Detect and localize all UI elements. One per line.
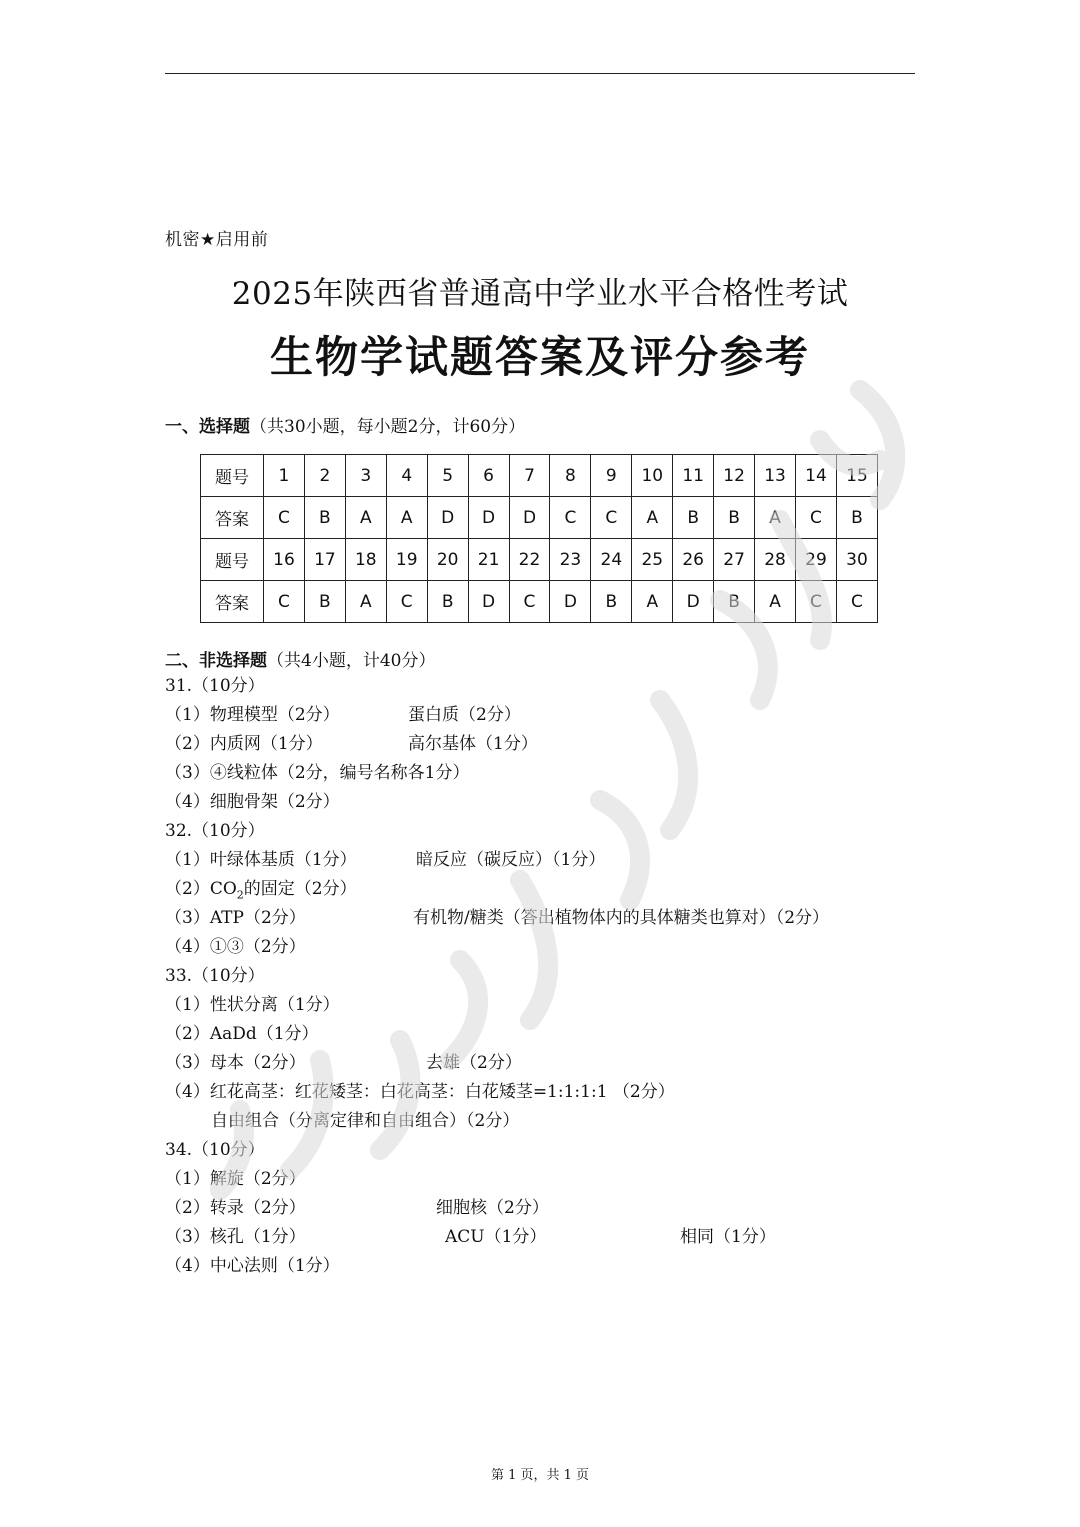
answer-cell: C xyxy=(386,581,427,623)
question-number: 17 xyxy=(304,539,345,581)
q32-co2-prefix: （2）CO xyxy=(165,879,237,899)
answer-cell: B xyxy=(304,581,345,623)
q32-answer: 暗反应（碳反应）（1分） xyxy=(416,850,606,870)
question-number: 2 xyxy=(304,455,345,497)
question-number: 8 xyxy=(550,455,591,497)
section1-label: 一、选择题 xyxy=(165,417,250,437)
q33-answer: 自由组合（分离定律和自由组合）（2分） xyxy=(211,1111,520,1131)
answer-cell: C xyxy=(509,581,550,623)
answer-cell: A xyxy=(345,581,386,623)
answer-cell: A xyxy=(755,581,796,623)
q34-answer: （3）核孔（1分） xyxy=(165,1227,306,1247)
q32-answer: 有机物/糖类（答出植物体内的具体糖类也算对）（2分） xyxy=(413,908,830,928)
answer-cell: B xyxy=(836,497,877,539)
question-number: 7 xyxy=(509,455,550,497)
answer-cell: C xyxy=(550,497,591,539)
section2-label: 二、非选择题 xyxy=(165,651,267,671)
answer-cell: D xyxy=(427,497,468,539)
question-number: 10 xyxy=(632,455,673,497)
q34-answer: （4）中心法则（1分） xyxy=(165,1256,340,1276)
question-number: 15 xyxy=(836,455,877,497)
question-number: 14 xyxy=(795,455,836,497)
answer-cell: A xyxy=(755,497,796,539)
row-label: 答案 xyxy=(201,497,264,539)
q31-answer: （4）细胞骨架（2分） xyxy=(165,792,340,812)
q33-answer: （4）红花高茎：红花矮茎：白花高茎：白花矮茎=1:1:1:1 （2分） xyxy=(165,1082,675,1102)
question-number: 9 xyxy=(591,455,632,497)
answer-cell: C xyxy=(795,581,836,623)
q34-answer: 相同（1分） xyxy=(680,1227,776,1247)
answer-cell: D xyxy=(673,581,714,623)
question-number: 25 xyxy=(632,539,673,581)
question-number: 29 xyxy=(795,539,836,581)
table-row-numbers-1 xyxy=(201,455,878,497)
answer-cell: C xyxy=(264,497,305,539)
document-title: 生物学试题答案及评分参考 xyxy=(270,333,810,383)
q34-answer: ACU（1分） xyxy=(445,1227,547,1247)
answer-cell: A xyxy=(632,497,673,539)
question-number: 22 xyxy=(509,539,550,581)
question-number: 1 xyxy=(264,455,305,497)
confidential-mark: 机密★启用前 xyxy=(165,230,269,250)
q34-answer: （1）解旋（2分） xyxy=(165,1169,306,1189)
section1-heading xyxy=(165,412,525,437)
q32-heading: 32.（10分） xyxy=(165,821,265,841)
exam-title: 2025年陕西省普通高中学业水平合格性考试 xyxy=(231,276,849,312)
answer-cell: C xyxy=(836,581,877,623)
question-number: 16 xyxy=(264,539,305,581)
question-number: 30 xyxy=(836,539,877,581)
section2-heading xyxy=(165,646,435,671)
q32-co2-suffix: 的固定（2分） xyxy=(243,879,357,899)
table-row-numbers-2 xyxy=(201,539,878,581)
section2-note: （共4小题，计40分） xyxy=(267,651,436,671)
question-number: 23 xyxy=(550,539,591,581)
q31-answer: （2）内质网（1分） xyxy=(165,734,323,754)
q32-co2-subscript: 2 xyxy=(236,888,244,902)
q33-answer: （3）母本（2分） xyxy=(165,1053,306,1073)
answer-cell: B xyxy=(591,581,632,623)
answer-cell: B xyxy=(714,581,755,623)
answer-cell: C xyxy=(591,497,632,539)
answer-cell: B xyxy=(304,497,345,539)
q32-answer: （1）叶绿体基质（1分） xyxy=(165,850,357,870)
answer-cell: D xyxy=(509,497,550,539)
answer-cell: B xyxy=(673,497,714,539)
answer-cell: D xyxy=(468,497,509,539)
question-number: 20 xyxy=(427,539,468,581)
q34-answer: （2）转录（2分） xyxy=(165,1198,306,1218)
answer-cell: A xyxy=(345,497,386,539)
answer-cell: B xyxy=(714,497,755,539)
answer-cell: B xyxy=(427,581,468,623)
q31-heading: 31.（10分） xyxy=(165,676,265,696)
answer-cell: D xyxy=(468,581,509,623)
q32-answer xyxy=(165,878,357,906)
question-number: 24 xyxy=(591,539,632,581)
question-number: 26 xyxy=(673,539,714,581)
question-number: 12 xyxy=(714,455,755,497)
q32-answer: （3）ATP（2分） xyxy=(165,908,306,928)
answer-cell: C xyxy=(795,497,836,539)
q31-answer: （1）物理模型（2分） xyxy=(165,705,340,725)
row-label: 题号 xyxy=(201,539,264,581)
q34-heading: 34.（10分） xyxy=(165,1140,265,1160)
table-row-answers-1 xyxy=(201,497,878,539)
question-number: 4 xyxy=(386,455,427,497)
answer-cell: D xyxy=(550,581,591,623)
answer-table xyxy=(200,454,878,623)
q31-answer: （3）④线粒体（2分，编号名称各1分） xyxy=(165,763,470,783)
row-label: 题号 xyxy=(201,455,264,497)
row-label: 答案 xyxy=(201,581,264,623)
answer-cell: A xyxy=(632,581,673,623)
q33-answer: （1）性状分离（1分） xyxy=(165,995,340,1015)
question-number: 19 xyxy=(386,539,427,581)
q31-answer: 高尔基体（1分） xyxy=(408,734,538,754)
question-number: 18 xyxy=(345,539,386,581)
question-number: 11 xyxy=(673,455,714,497)
q33-heading: 33.（10分） xyxy=(165,966,265,986)
q32-answer: （4）①③（2分） xyxy=(165,937,306,957)
question-number: 3 xyxy=(345,455,386,497)
header-rule xyxy=(165,73,915,74)
q33-answer: 去雄（2分） xyxy=(426,1053,522,1073)
q31-answer: 蛋白质（2分） xyxy=(408,705,521,725)
question-number: 28 xyxy=(755,539,796,581)
page-footer: 第 1 页，共 1 页 xyxy=(490,1468,590,1483)
answer-cell: A xyxy=(386,497,427,539)
answer-cell: C xyxy=(264,581,305,623)
question-number: 27 xyxy=(714,539,755,581)
q33-answer: （2）AaDd（1分） xyxy=(165,1024,319,1044)
question-number: 5 xyxy=(427,455,468,497)
q34-answer: 细胞核（2分） xyxy=(436,1198,549,1218)
section1-note: （共30小题，每小题2分，计60分） xyxy=(250,417,526,437)
question-number: 6 xyxy=(468,455,509,497)
question-number: 13 xyxy=(755,455,796,497)
table-row-answers-2 xyxy=(201,581,878,623)
question-number: 21 xyxy=(468,539,509,581)
